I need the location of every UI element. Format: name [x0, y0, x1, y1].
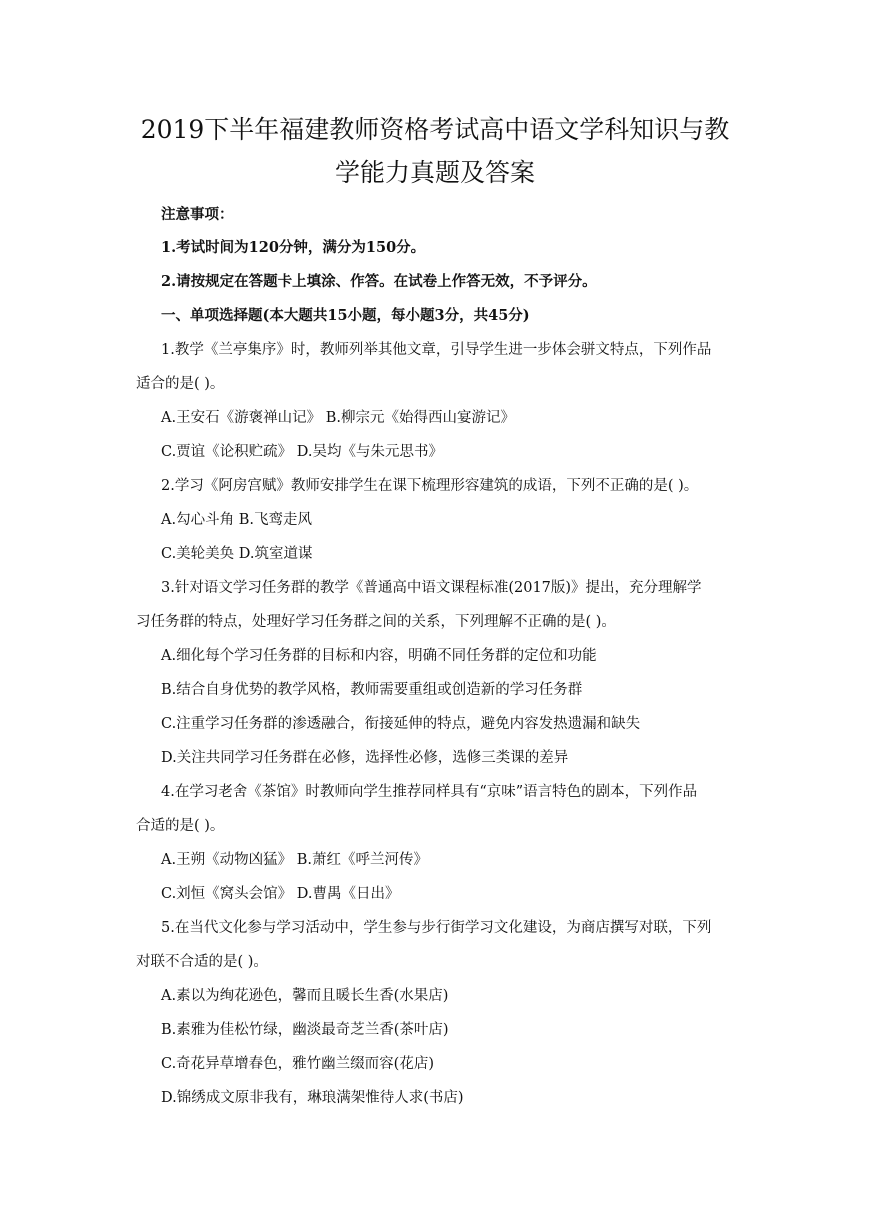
notice-heading: 注意事项： — [161, 206, 234, 223]
question-1-options-ab: A.王安石《游褒禅山记》 B.柳宗元《始得西山宴游记》 — [161, 410, 515, 426]
question-4-options-cd: C.刘恒《窝头会馆》 D.曹禺《日出》 — [161, 886, 400, 902]
question-3-option-b: B.结合自身优势的教学风格，教师需要重组或创造新的学习任务群 — [161, 682, 583, 698]
question-3-option-d: D.关注共同学习任务群在必修，选择性必修，选修三类课的差异 — [161, 750, 569, 766]
question-5-stem: 5.在当代文化参与学习活动中，学生参与步行街学习文化建设，为商店撰写对联，下列 — [161, 920, 712, 936]
question-5-stem-continued: 对联不合适的是( )。 — [136, 954, 268, 970]
question-3-stem-continued: 习任务群的特点，处理好学习任务群之间的关系，下列理解不正确的是( )。 — [136, 614, 616, 630]
question-2-stem: 2.学习《阿房宫赋》教师安排学生在课下梳理形容建筑的成语，下列不正确的是( )。 — [161, 478, 699, 494]
question-3-stem: 3.针对语文学习任务群的教学《普通高中语文课程标准(2017版)》提出，充分理解学 — [161, 580, 702, 596]
section-heading: 一、单项选择题(本大题共15小题，每小题3分，共45分) — [161, 307, 530, 324]
question-4-stem: 4.在学习老舍《茶馆》时教师向学生推荐同样具有“京味”语言特色的剧本，下列作品 — [161, 784, 698, 800]
notice-item-2: 2.请按规定在答题卡上填涂、作答。在试卷上作答无效，不予评分。 — [161, 273, 597, 290]
document-title-line-2: 学能力真题及答案 — [334, 158, 535, 187]
document-title-line-1: 2019下半年福建教师资格考试高中语文学科知识与教 — [140, 115, 730, 144]
question-3-option-c: C.注重学习任务群的渗透融合，衔接延伸的特点，避免内容发热遗漏和缺失 — [161, 716, 641, 732]
question-4-stem-continued: 合适的是( )。 — [136, 818, 225, 834]
question-1-stem-continued: 适合的是( )。 — [136, 376, 225, 392]
notice-item-1: 1.考试时间为120分钟，满分为150分。 — [161, 239, 426, 256]
question-2-options-cd: C.美轮美奂 D.筑室道谋 — [161, 546, 313, 562]
question-1-options-cd: C.贾谊《论积贮疏》 D.吴均《与朱元思书》 — [161, 444, 444, 460]
question-5-option-d: D.锦绣成文原非我有，琳琅满架惟待人求(书店) — [161, 1090, 464, 1106]
question-5-option-c: C.奇花异草增春色，雅竹幽兰缀而容(花店) — [161, 1056, 434, 1072]
question-5-option-a: A.素以为绚花逊色，馨而且暖长生香(水果店) — [161, 988, 449, 1004]
question-4-options-ab: A.王朔《动物凶猛》 B.萧红《呼兰河传》 — [161, 852, 428, 868]
question-5-option-b: B.素雅为佳松竹绿，幽淡最奇芝兰香(茶叶店) — [161, 1022, 449, 1038]
question-2-options-ab: A.勾心斗角 B.飞鸾走风 — [161, 512, 312, 528]
question-1-stem: 1.教学《兰亭集序》时，教师列举其他文章，引导学生进一步体会骈文特点，下列作品 — [161, 342, 712, 358]
question-3-option-a: A.细化每个学习任务群的目标和内容，明确不同任务群的定位和功能 — [161, 648, 597, 664]
